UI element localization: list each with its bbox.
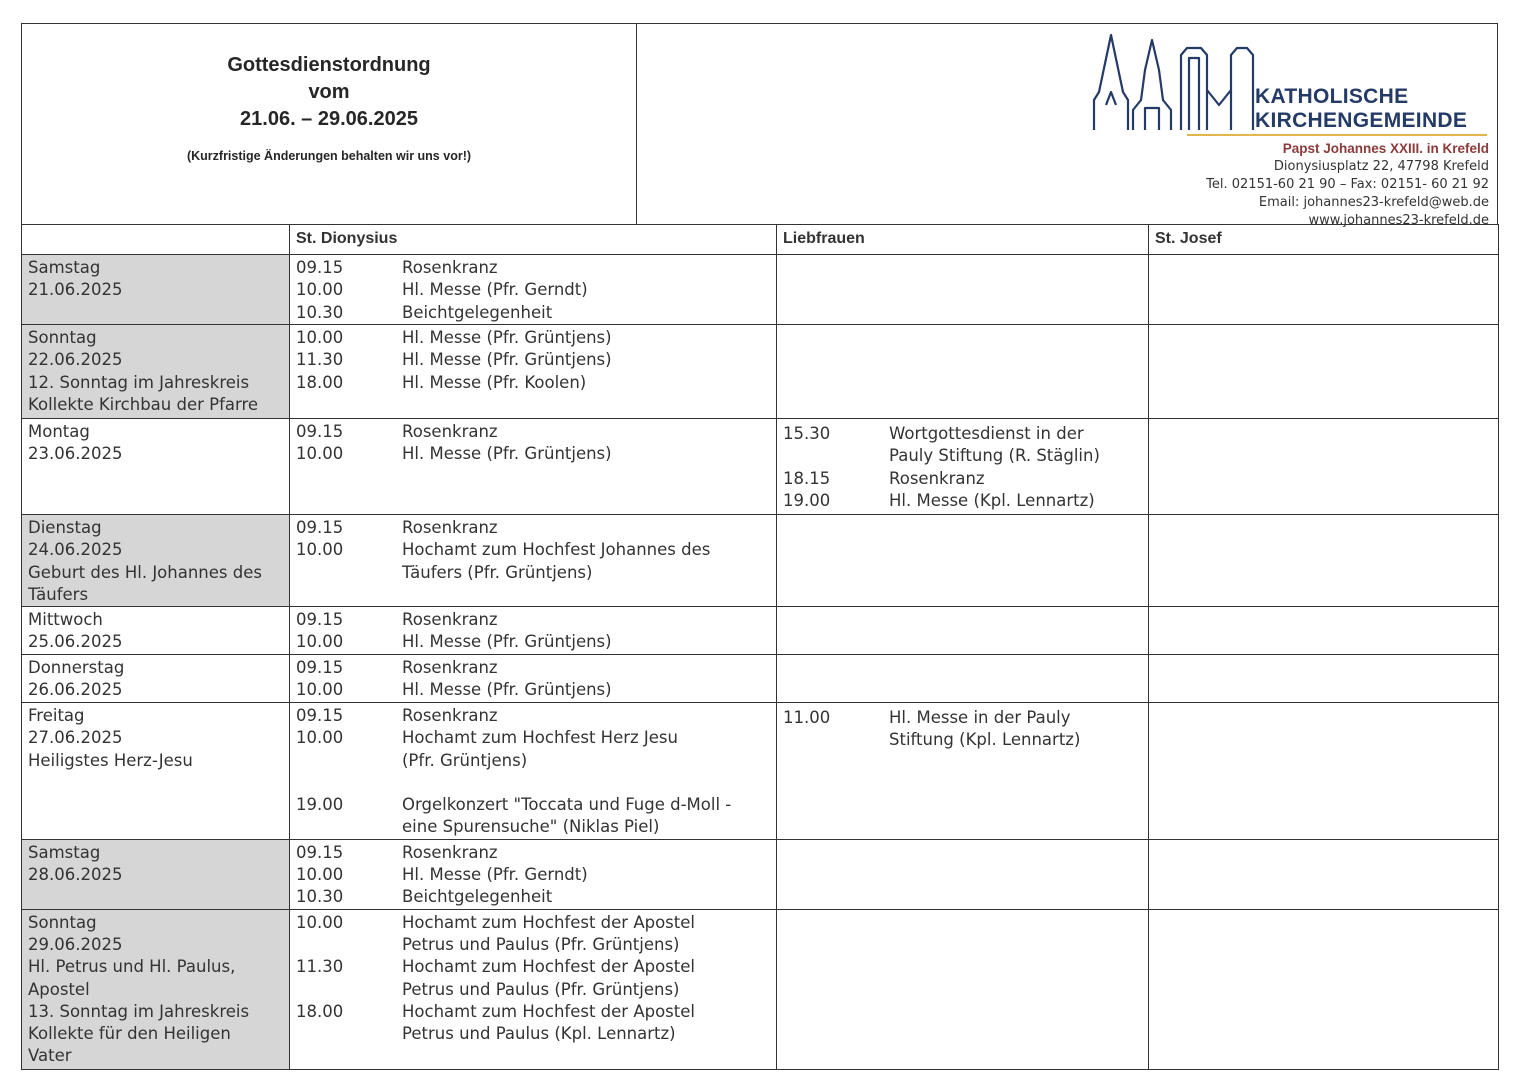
cell-liebfrauen xyxy=(777,607,1149,655)
service-time xyxy=(296,979,402,1001)
table-row xyxy=(22,325,1499,419)
service-time: 10.00 xyxy=(296,632,344,652)
service-entry xyxy=(296,372,770,394)
service-description: Hl. Messe (Pfr. Grüntjens) xyxy=(402,328,612,347)
weekday: Sonntag xyxy=(28,328,97,347)
service-time: 09.15 xyxy=(296,658,344,678)
service-description: Rosenkranz xyxy=(402,658,498,678)
day-note: Heiligstes Herz-Jesu xyxy=(28,750,193,770)
service-entry xyxy=(296,657,770,679)
cell-liebfrauen xyxy=(777,419,1149,515)
service-description: Hl. Messe (Pfr. Gerndt) xyxy=(402,864,588,884)
day-cell xyxy=(22,515,290,607)
weekday: Samstag xyxy=(28,258,101,277)
cell-josef xyxy=(1149,325,1499,419)
service-time: 09.15 xyxy=(296,518,344,537)
service-time: 11.30 xyxy=(296,350,344,370)
service-description: Beichtgelegenheit xyxy=(402,887,553,907)
cell-josef xyxy=(1149,909,1499,1069)
service-entry xyxy=(296,1023,770,1045)
brand-line-1: KATHOLISCHE xyxy=(1255,85,1409,108)
service-entry xyxy=(296,705,770,727)
service-entry xyxy=(783,468,1142,490)
service-entry xyxy=(296,679,770,701)
service-time xyxy=(783,445,889,467)
weekday: Sonntag xyxy=(28,912,97,932)
service-description: Petrus und Paulus (Pfr. Grüntjens) xyxy=(402,979,680,999)
service-description: Petrus und Paulus (Pfr. Grüntjens) xyxy=(402,934,680,954)
service-description: Hl. Messe (Pfr. Gerndt) xyxy=(402,280,588,300)
cell-josef xyxy=(1149,419,1499,515)
header-box xyxy=(21,23,1498,228)
date: 23.06.2025 xyxy=(28,444,123,464)
service-time: 18.00 xyxy=(296,1001,344,1021)
service-time xyxy=(296,750,402,772)
service-time: 10.30 xyxy=(296,302,344,322)
service-entry xyxy=(783,707,1142,729)
service-description: Orgelkonzert "Toccata und Fuge d-Moll - xyxy=(402,795,732,815)
cell-liebfrauen xyxy=(777,515,1149,607)
service-description: Hochamt zum Hochfest Herz Jesu xyxy=(402,728,678,748)
service-time: 11.30 xyxy=(296,957,344,977)
cell-josef xyxy=(1149,839,1499,909)
service-description: Pauly Stiftung (R. Stäglin) xyxy=(889,446,1100,466)
service-time xyxy=(296,1023,402,1045)
date-range: 21.06. – 29.06.2025 xyxy=(240,108,418,130)
weekday: Freitag xyxy=(28,706,85,726)
service-description: Beichtgelegenheit xyxy=(402,302,553,322)
cell-dionysius xyxy=(290,909,777,1069)
date: 25.06.2025 xyxy=(28,632,123,652)
contact-block xyxy=(1206,140,1489,230)
service-description: Rosenkranz xyxy=(889,468,985,488)
day-cell xyxy=(22,703,290,839)
schedule-sheet xyxy=(21,23,1498,1066)
column-header-day xyxy=(22,225,290,255)
change-note: (Kurzfristige Änderungen behalten wir uns vor!) xyxy=(186,149,472,163)
service-description: Hochamt zum Hochfest der Apostel xyxy=(402,912,695,932)
service-time: 19.00 xyxy=(783,490,831,510)
table-row xyxy=(22,419,1499,515)
column-header-liebfrauen: Liebfrauen xyxy=(777,225,1149,255)
weekday: Samstag xyxy=(28,842,101,862)
service-entry xyxy=(296,327,770,349)
service-description: Hl. Messe (Pfr. Grüntjens) xyxy=(402,444,612,464)
table-row xyxy=(22,839,1499,909)
page-title xyxy=(22,52,636,133)
service-entry xyxy=(296,794,770,816)
service-description: Täufers (Pfr. Grüntjens) xyxy=(402,562,593,582)
service-entry xyxy=(296,956,770,978)
cell-liebfrauen xyxy=(777,325,1149,419)
day-cell xyxy=(22,419,290,515)
service-time: 10.00 xyxy=(296,680,344,700)
service-entry xyxy=(296,349,770,371)
service-entry xyxy=(296,727,770,749)
service-entry xyxy=(296,816,770,838)
address: Dionysiusplatz 22, 47798 Krefeld xyxy=(1273,159,1489,174)
service-entry xyxy=(783,729,1142,751)
weekday: Donnerstag xyxy=(28,658,125,678)
service-entry xyxy=(296,750,770,772)
service-entry xyxy=(296,609,770,631)
service-entry xyxy=(296,912,770,934)
cell-dionysius xyxy=(290,839,777,909)
cell-josef xyxy=(1149,607,1499,655)
cell-liebfrauen xyxy=(777,655,1149,703)
service-description: (Pfr. Grüntjens) xyxy=(402,750,528,770)
service-time: 09.15 xyxy=(296,258,344,277)
service-entry xyxy=(296,842,770,864)
service-entry xyxy=(296,562,770,584)
service-description: Rosenkranz xyxy=(402,258,498,277)
weekday: Mittwoch xyxy=(28,610,103,630)
church-towers-icon xyxy=(1089,30,1259,140)
date: 29.06.2025 xyxy=(28,934,123,954)
service-time: 10.00 xyxy=(296,328,344,347)
cell-liebfrauen xyxy=(777,255,1149,325)
cell-liebfrauen xyxy=(777,703,1149,839)
cell-dionysius xyxy=(290,255,777,325)
cell-dionysius xyxy=(290,325,777,419)
day-cell xyxy=(22,255,290,325)
service-description: Hochamt zum Hochfest der Apostel xyxy=(402,957,695,977)
brand-underline xyxy=(1187,134,1487,136)
service-description: Hochamt zum Hochfest der Apostel xyxy=(402,1001,695,1021)
service-entry xyxy=(296,257,770,279)
service-time: 10.00 xyxy=(296,864,344,884)
cell-liebfrauen xyxy=(777,839,1149,909)
date: 26.06.2025 xyxy=(28,680,123,700)
cell-dionysius xyxy=(290,655,777,703)
day-cell xyxy=(22,655,290,703)
service-description: Hochamt zum Hochfest Johannes des xyxy=(402,540,711,560)
service-description: Petrus und Paulus (Kpl. Lennartz) xyxy=(402,1024,676,1044)
cell-josef xyxy=(1149,515,1499,607)
phone-fax: Tel. 02151-60 21 90 – Fax: 02151- 60 21 92 xyxy=(1206,177,1489,192)
service-entry xyxy=(296,631,770,653)
table-row xyxy=(22,909,1499,1069)
table-row xyxy=(22,607,1499,655)
date: 28.06.2025 xyxy=(28,864,123,884)
service-entry xyxy=(296,1001,770,1023)
cell-dionysius xyxy=(290,607,777,655)
day-note: Täufers xyxy=(28,584,89,604)
day-note: 13. Sonntag im Jahreskreis xyxy=(28,1001,250,1021)
service-entry xyxy=(296,979,770,1001)
brand-line-2: KIRCHENGEMEINDE xyxy=(1255,109,1468,132)
service-entry xyxy=(296,934,770,956)
service-time: 10.00 xyxy=(296,728,344,748)
service-time: 09.15 xyxy=(296,842,344,862)
service-description: Hl. Messe (Pfr. Grüntjens) xyxy=(402,680,612,700)
title-box xyxy=(22,24,637,224)
service-time: 18.15 xyxy=(783,468,831,488)
service-description: Hl. Messe in der Pauly xyxy=(889,708,1071,728)
day-note: Vater xyxy=(28,1046,72,1066)
service-time: 09.15 xyxy=(296,422,344,441)
service-entry xyxy=(296,421,770,443)
table-row xyxy=(22,255,1499,325)
service-entry xyxy=(296,886,770,908)
service-description: Hl. Messe (Kpl. Lennartz) xyxy=(889,490,1095,510)
service-entry xyxy=(296,864,770,886)
service-entry xyxy=(783,490,1142,512)
day-note: Apostel xyxy=(28,979,90,999)
service-time xyxy=(783,729,889,751)
title-line: Gottesdienstordnung xyxy=(227,54,431,76)
table-row xyxy=(22,515,1499,607)
day-cell xyxy=(22,607,290,655)
date: 21.06.2025 xyxy=(28,280,123,300)
cell-dionysius xyxy=(290,515,777,607)
day-note: Hl. Petrus und Hl. Paulus, xyxy=(28,957,236,977)
date: 22.06.2025 xyxy=(28,350,123,370)
service-description: Stiftung (Kpl. Lennartz) xyxy=(889,730,1081,750)
service-description: eine Spurensuche" (Niklas Piel) xyxy=(402,817,660,837)
service-entry xyxy=(296,279,770,301)
service-description: Rosenkranz xyxy=(402,706,498,726)
service-time: 15.30 xyxy=(783,424,831,443)
email: Email: johannes23-krefeld@web.de xyxy=(1258,195,1489,210)
date: 24.06.2025 xyxy=(28,540,123,560)
service-time: 09.15 xyxy=(296,706,344,726)
website: www.johannes23-krefeld.de xyxy=(1308,213,1489,228)
service-time: 19.00 xyxy=(296,795,344,815)
weekday: Montag xyxy=(28,422,90,441)
service-time: 10.00 xyxy=(296,444,344,464)
parish-logo xyxy=(1089,30,1489,230)
cell-liebfrauen xyxy=(777,909,1149,1069)
service-entry xyxy=(783,423,1142,445)
service-entry xyxy=(296,302,770,324)
date: 27.06.2025 xyxy=(28,728,123,748)
service-schedule-table xyxy=(21,224,1499,1070)
day-note: Geburt des Hl. Johannes des xyxy=(28,562,262,582)
service-description: Rosenkranz xyxy=(402,610,498,630)
spacer xyxy=(296,772,770,794)
day-cell xyxy=(22,325,290,419)
service-time: 18.00 xyxy=(296,372,344,392)
service-time: 10.30 xyxy=(296,887,344,907)
day-note: Kollekte Kirchbau der Pfarre xyxy=(28,394,259,414)
service-entry xyxy=(296,443,770,465)
weekday: Dienstag xyxy=(28,518,102,537)
service-time: 11.00 xyxy=(783,708,831,728)
table-row xyxy=(22,655,1499,703)
service-description: Hl. Messe (Pfr. Koolen) xyxy=(402,372,587,392)
cell-josef xyxy=(1149,255,1499,325)
title-line: vom xyxy=(308,81,350,103)
service-time: 10.00 xyxy=(296,280,344,300)
cell-josef xyxy=(1149,655,1499,703)
table-row xyxy=(22,703,1499,839)
service-time xyxy=(296,562,402,584)
service-description: Rosenkranz xyxy=(402,842,498,862)
service-description: Rosenkranz xyxy=(402,518,498,537)
service-time: 10.00 xyxy=(296,912,344,932)
day-note: Kollekte für den Heiligen xyxy=(28,1024,231,1044)
service-description: Hl. Messe (Pfr. Grüntjens) xyxy=(402,350,612,370)
service-entry xyxy=(296,539,770,561)
service-time: 10.00 xyxy=(296,540,344,560)
service-time: 09.15 xyxy=(296,610,344,630)
day-cell xyxy=(22,839,290,909)
day-note: 12. Sonntag im Jahreskreis xyxy=(28,372,250,392)
day-cell xyxy=(22,909,290,1069)
service-description: Wortgottesdienst in der xyxy=(889,424,1084,443)
cell-dionysius xyxy=(290,703,777,839)
cell-josef xyxy=(1149,703,1499,839)
cell-dionysius xyxy=(290,419,777,515)
column-header-st-josef: St. Josef xyxy=(1149,225,1499,255)
service-time xyxy=(296,934,402,956)
service-description: Rosenkranz xyxy=(402,422,498,441)
table-header-row xyxy=(22,225,1499,255)
brand-name xyxy=(1255,85,1467,133)
service-entry xyxy=(296,517,770,539)
service-entry xyxy=(783,445,1142,467)
service-description: Hl. Messe (Pfr. Grüntjens) xyxy=(402,632,612,652)
column-header-st-dionysius: St. Dionysius xyxy=(290,225,777,255)
parish-name: Papst Johannes XXIII. in Krefeld xyxy=(1282,141,1489,156)
service-time xyxy=(296,816,402,838)
